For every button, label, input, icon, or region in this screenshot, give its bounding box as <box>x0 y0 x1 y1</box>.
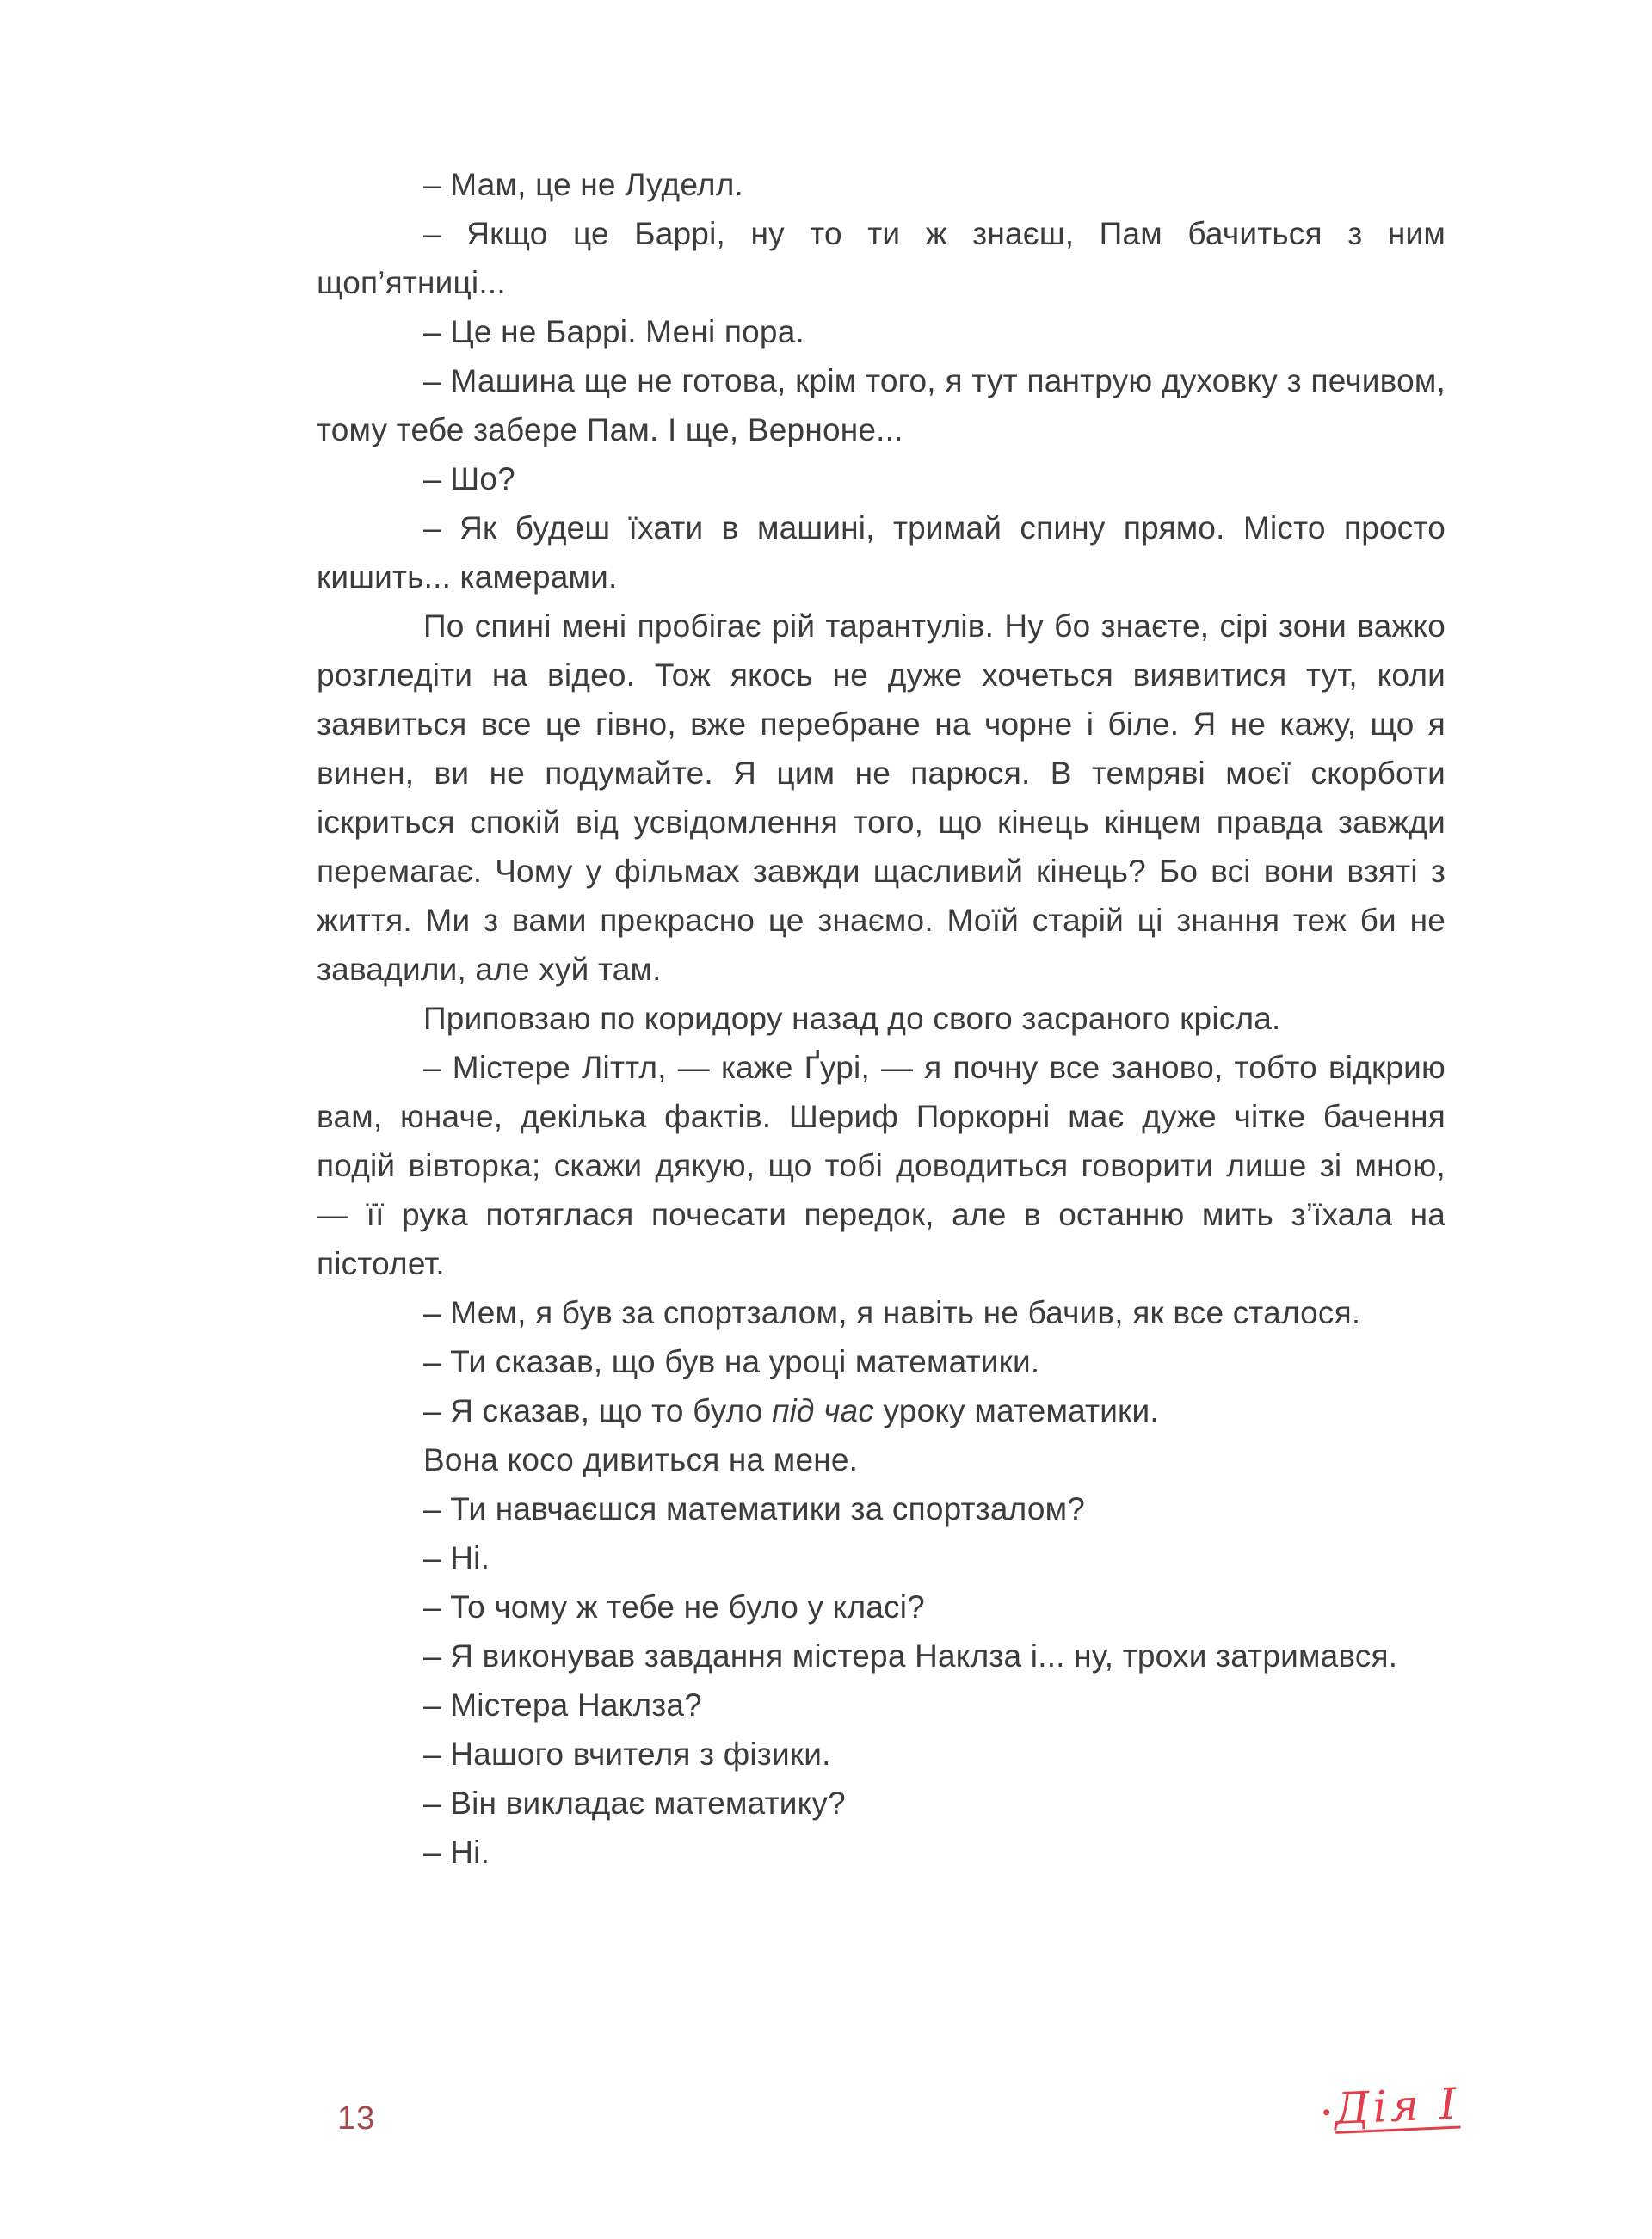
text-segment: Приповзаю по коридору назад до свого засраного крісла. <box>423 1001 1281 1036</box>
text-segment: – Містере Літтл, — каже Ґурі, — я почну все заново, тобто відкрию вам, юначе, декілька фактів. Шериф Поркорні має дуже чітке бачення подій вівторка; скажи дякую, що тобі доводиться говорити лише зі мною, — її рука потяглася почесати передок, але в останню мить з’їхала на пістолет. <box>317 1050 1446 1281</box>
paragraph <box>317 1582 1446 1631</box>
paragraph <box>317 1043 1446 1288</box>
page-text <box>317 160 1446 1877</box>
text-segment: уроку математики. <box>874 1393 1159 1428</box>
emphasis-text: під час <box>772 1393 875 1428</box>
paragraph <box>317 1681 1446 1730</box>
text-segment: – Ні. <box>423 1540 490 1576</box>
paragraph <box>317 1337 1446 1386</box>
paragraph <box>317 503 1446 601</box>
text-segment: – Це не Баррі. Мені пора. <box>423 314 804 349</box>
handwritten-act-annotation: Дія I <box>1333 2078 1461 2134</box>
paragraph <box>317 1386 1446 1435</box>
paragraph <box>317 1631 1446 1681</box>
text-segment: Вона косо дивиться на мене. <box>423 1442 859 1477</box>
paragraph <box>317 209 1446 307</box>
text-segment: – Машина ще не готова, крім того, я тут пантрую духовку з печивом, тому тебе забере Пам. І ще, Верноне... <box>317 363 1446 447</box>
paragraph <box>317 1779 1446 1828</box>
text-segment: – Як будеш їхати в машині, тримай спину прямо. Місто просто кишить... камерами. <box>317 510 1446 595</box>
paragraph <box>317 1730 1446 1779</box>
pen-dot-mark <box>1323 2109 1329 2115</box>
page-number: 13 <box>337 2100 376 2137</box>
paragraph <box>317 1288 1446 1337</box>
paragraph <box>317 307 1446 356</box>
paragraph <box>317 994 1446 1043</box>
text-segment: – Містера Наклза? <box>423 1687 702 1723</box>
paragraph <box>317 160 1446 209</box>
paragraph <box>317 601 1446 994</box>
paragraph <box>317 356 1446 454</box>
text-segment: По спині мені пробігає рій тарантулів. Ну бо знаєте, сірі зони важко розгледіти на відео. Тож якось не дуже хочеться виявитися тут, коли заявиться все це гівно, вже перебране на чорне і біле. Я не кажу, що я винен, ви не подумайте. Я цим не парюся. В темряві моєї скорботи іскриться спокій від усвідомлення того, що кінець кінцем правда завжди перемагає. Чому у фільмах завжди щасливий кінець? Бо всі вони взяті з життя. Ми з вами прекрасно це знаємо. Моїй старій ці знання теж би не завадили, але хуй там. <box>317 608 1446 987</box>
text-segment: – Ти сказав, що був на уроці математики. <box>423 1344 1040 1379</box>
paragraph <box>317 454 1446 503</box>
text-segment: – Шо? <box>423 461 515 497</box>
text-segment: – Якщо це Баррі, ну то ти ж знаєш, Пам бачиться з ним щоп’ятниці... <box>317 216 1446 300</box>
text-segment: – Він викладає математику? <box>423 1786 846 1821</box>
text-segment: – Ти навчаєшся математики за спортзалом? <box>423 1491 1086 1527</box>
handwritten-annotation-wrap <box>1322 2078 1461 2136</box>
text-segment: – Мем, я був за спортзалом, я навіть не бачив, як все сталося. <box>423 1295 1361 1330</box>
text-segment: – То чому ж тебе не було у класі? <box>423 1589 925 1625</box>
text-segment: – Ні. <box>423 1835 490 1870</box>
text-segment: – Нашого вчителя з фізики. <box>423 1736 831 1772</box>
paragraph <box>317 1533 1446 1582</box>
text-segment: – Я виконував завдання містера Наклза і... ну, трохи затримався. <box>423 1638 1398 1674</box>
paragraph <box>317 1484 1446 1533</box>
paragraph <box>317 1435 1446 1484</box>
paragraph <box>317 1828 1446 1877</box>
text-segment: – Мам, це не Луделл. <box>423 167 743 202</box>
text-segment: – Я сказав, що то було <box>423 1393 773 1428</box>
